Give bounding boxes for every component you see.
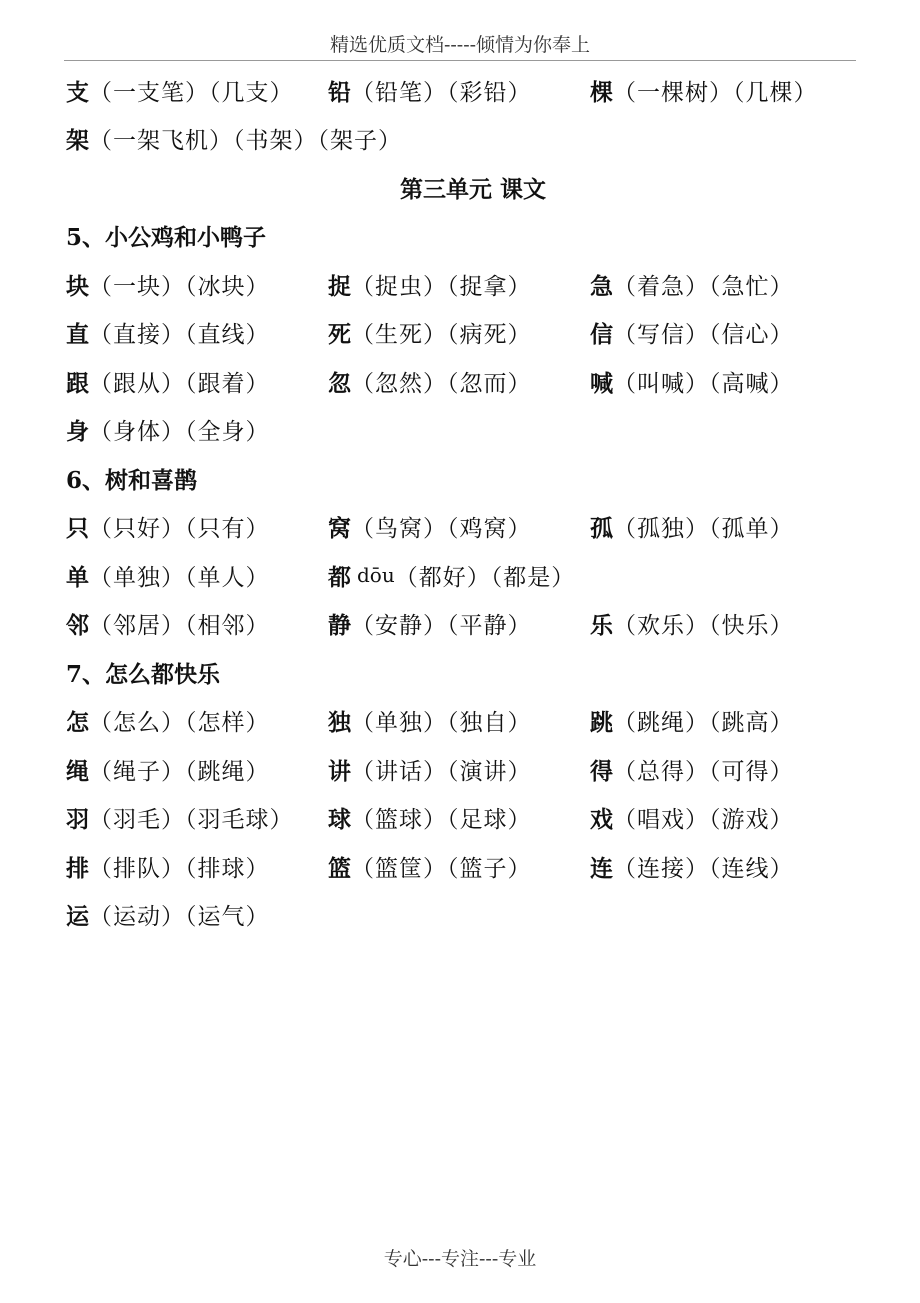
vocab-words: （连接）（连线） bbox=[613, 855, 794, 882]
vocab-entry bbox=[66, 74, 328, 107]
vocab-words: （生死）（病死） bbox=[351, 322, 532, 349]
vocab-character: 直 bbox=[66, 321, 89, 349]
vocab-entry bbox=[328, 753, 590, 786]
vocab-words: （单独）（单人） bbox=[89, 564, 270, 591]
vocab-entry bbox=[590, 607, 794, 640]
vocab-character: 支 bbox=[66, 78, 89, 106]
vocab-row bbox=[66, 357, 856, 406]
vocab-words: （直接）（直线） bbox=[89, 322, 270, 349]
vocab-character: 邻 bbox=[66, 612, 89, 640]
vocab-entry bbox=[590, 753, 794, 786]
vocab-words: （跳绳）（跳高） bbox=[613, 710, 794, 737]
vocab-words: （欢乐）（快乐） bbox=[613, 613, 794, 640]
vocab-words: （怎么）（怎样） bbox=[89, 710, 270, 737]
vocab-row bbox=[66, 503, 856, 552]
vocab-character: 架 bbox=[66, 127, 89, 155]
vocab-character: 连 bbox=[590, 854, 613, 882]
vocab-entry bbox=[328, 365, 590, 398]
header-divider bbox=[64, 60, 856, 61]
vocab-words: （只好）（只有） bbox=[89, 516, 270, 543]
vocab-row bbox=[66, 115, 856, 164]
vocab-character: 信 bbox=[590, 321, 613, 349]
vocab-row bbox=[66, 309, 856, 358]
vocab-words: （身体）（全身） bbox=[89, 419, 270, 446]
document-body bbox=[66, 66, 856, 939]
page-footer: 专心---专注---专业 bbox=[383, 1248, 537, 1270]
vocab-row bbox=[66, 891, 856, 940]
vocab-words: （篮球）（足球） bbox=[351, 807, 532, 834]
vocab-words: （跟从）（跟着） bbox=[89, 370, 270, 397]
vocab-entry bbox=[590, 268, 794, 301]
vocab-row bbox=[66, 600, 856, 649]
vocab-words: （孤独）（孤单） bbox=[613, 516, 794, 543]
vocab-words: （鸟窝）（鸡窝） bbox=[351, 516, 532, 543]
vocab-character: 只 bbox=[66, 515, 89, 543]
vocab-row bbox=[66, 260, 856, 309]
vocab-character: 独 bbox=[328, 709, 351, 737]
vocab-words: （排队）（排球） bbox=[89, 855, 270, 882]
vocab-entry bbox=[590, 704, 794, 737]
vocab-entry bbox=[66, 122, 402, 155]
vocab-row bbox=[66, 842, 856, 891]
vocab-entry bbox=[328, 74, 590, 107]
vocab-entry bbox=[66, 365, 328, 398]
vocab-character: 羽 bbox=[66, 806, 89, 834]
vocab-character: 乐 bbox=[590, 612, 613, 640]
vocab-pinyin: dōu bbox=[357, 563, 395, 588]
vocab-words: （着急）（急忙） bbox=[613, 273, 794, 300]
vocab-entry bbox=[66, 413, 328, 446]
vocab-words: （忽然）（忽而） bbox=[351, 370, 532, 397]
vocab-words: （一棵树）（几棵） bbox=[613, 79, 818, 106]
vocab-entry bbox=[590, 850, 794, 883]
vocab-character: 铅 bbox=[328, 78, 351, 106]
vocab-character: 戏 bbox=[590, 806, 613, 834]
vocab-character: 窝 bbox=[328, 515, 351, 543]
vocab-entry bbox=[328, 316, 590, 349]
vocab-character: 块 bbox=[66, 272, 89, 300]
vocab-entry bbox=[66, 268, 328, 301]
vocab-character: 身 bbox=[66, 418, 89, 446]
vocab-words: （唱戏）（游戏） bbox=[613, 807, 794, 834]
vocab-entry bbox=[66, 316, 328, 349]
vocab-entry bbox=[328, 559, 590, 592]
vocab-row bbox=[66, 697, 856, 746]
vocab-entry bbox=[590, 510, 794, 543]
vocab-character: 捉 bbox=[328, 272, 351, 300]
vocab-words: （羽毛）（羽毛球） bbox=[89, 807, 294, 834]
vocab-words: （铅笔）（彩铅） bbox=[351, 79, 532, 106]
vocab-entry bbox=[328, 850, 590, 883]
vocab-entry bbox=[328, 607, 590, 640]
vocab-character: 棵 bbox=[590, 78, 613, 106]
vocab-row bbox=[66, 794, 856, 843]
vocab-entry bbox=[66, 850, 328, 883]
vocab-row bbox=[66, 551, 856, 600]
vocab-row bbox=[66, 66, 856, 115]
vocab-character: 死 bbox=[328, 321, 351, 349]
vocab-character: 篮 bbox=[328, 854, 351, 882]
vocab-character: 静 bbox=[328, 612, 351, 640]
vocab-entry bbox=[66, 753, 328, 786]
vocab-words: （单独）（独自） bbox=[351, 710, 532, 737]
vocab-entry bbox=[66, 607, 328, 640]
vocab-character: 运 bbox=[66, 903, 89, 931]
vocab-words: （总得）（可得） bbox=[613, 758, 794, 785]
vocab-words: （写信）（信心） bbox=[613, 322, 794, 349]
vocab-words: （安静）（平静） bbox=[351, 613, 532, 640]
vocab-entry bbox=[590, 365, 794, 398]
vocab-entry bbox=[328, 510, 590, 543]
vocab-character: 都 bbox=[328, 563, 351, 591]
vocab-character: 急 bbox=[590, 272, 613, 300]
vocab-words: （叫喊）（高喊） bbox=[613, 370, 794, 397]
vocab-entry bbox=[590, 74, 818, 107]
vocab-entry bbox=[66, 704, 328, 737]
vocab-entry bbox=[66, 898, 328, 931]
vocab-words: （捉虫）（捉拿） bbox=[351, 273, 532, 300]
unit-title: 第三单元 课文 bbox=[399, 175, 546, 203]
vocab-character: 得 bbox=[590, 757, 613, 785]
vocab-words: （一支笔）（几支） bbox=[89, 79, 294, 106]
vocab-character: 怎 bbox=[66, 709, 89, 737]
vocab-character: 排 bbox=[66, 854, 89, 882]
vocab-character: 跟 bbox=[66, 369, 89, 397]
vocab-words: （一架飞机）（书架）（架子） bbox=[89, 128, 402, 155]
vocab-words: （绳子）（跳绳） bbox=[89, 758, 270, 785]
vocab-character: 喊 bbox=[590, 369, 613, 397]
vocab-entry bbox=[328, 704, 590, 737]
vocab-words: （讲话）（演讲） bbox=[351, 758, 532, 785]
lesson-heading: 6、树和喜鹊 bbox=[66, 466, 198, 494]
vocab-entry bbox=[328, 801, 590, 834]
vocab-words: （邻居）（相邻） bbox=[89, 613, 270, 640]
vocab-entry bbox=[66, 510, 328, 543]
vocab-character: 忽 bbox=[328, 369, 351, 397]
vocab-entry bbox=[66, 801, 328, 834]
vocab-entry bbox=[590, 316, 794, 349]
vocab-words: （篮筐）（篮子） bbox=[351, 855, 532, 882]
vocab-character: 讲 bbox=[328, 757, 351, 785]
vocab-words: （都好）（都是） bbox=[394, 564, 576, 591]
page-header: 精选优质文档-----倾情为你奉上 bbox=[329, 34, 591, 56]
vocab-row bbox=[66, 406, 856, 455]
vocab-entry bbox=[328, 268, 590, 301]
vocab-entry bbox=[66, 559, 328, 592]
vocab-character: 球 bbox=[328, 806, 351, 834]
vocab-character: 单 bbox=[66, 563, 89, 591]
vocab-words: （一块）（冰块） bbox=[89, 273, 270, 300]
vocab-entry bbox=[590, 801, 794, 834]
vocab-character: 跳 bbox=[590, 709, 613, 737]
lesson-heading: 5、小公鸡和小鸭子 bbox=[66, 224, 267, 252]
vocab-row bbox=[66, 745, 856, 794]
vocab-words: （运动）（运气） bbox=[89, 904, 270, 931]
lesson-heading: 7、怎么都快乐 bbox=[66, 660, 221, 688]
vocab-character: 绳 bbox=[66, 757, 89, 785]
vocab-character: 孤 bbox=[590, 515, 613, 543]
